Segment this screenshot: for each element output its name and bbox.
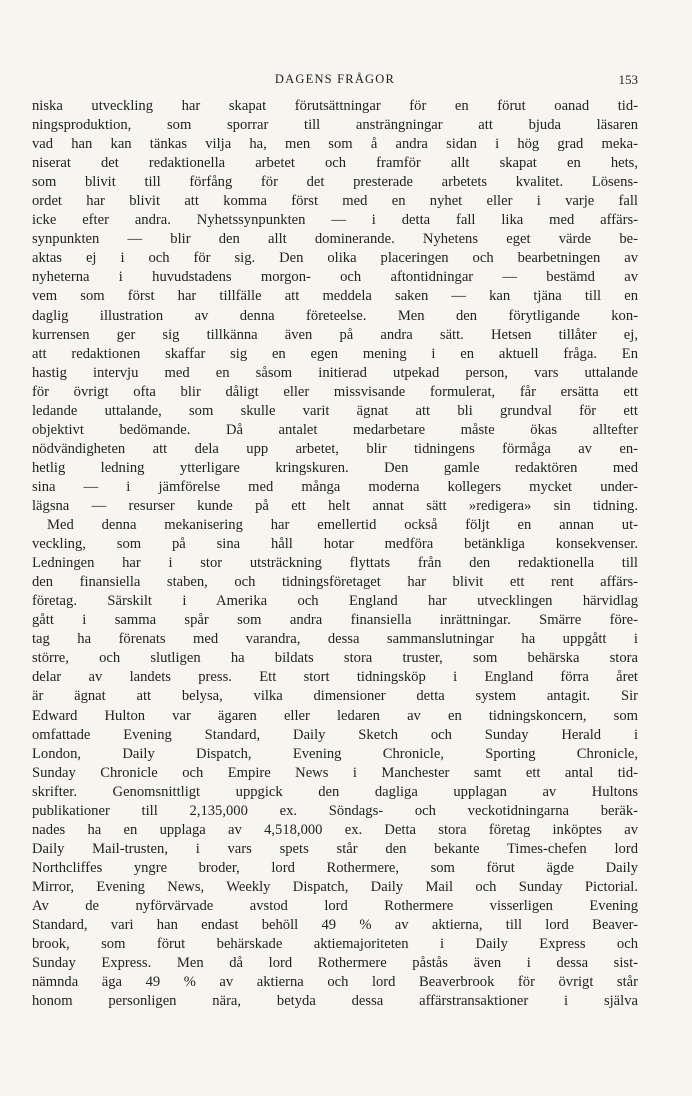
page-header	[32, 70, 638, 90]
body-text	[32, 97, 638, 1011]
text-line: Standard, vari han endast behöll 49 % av aktierna, till lord Beaver-	[32, 917, 638, 934]
text-line: ordet har blivit att komma först med en nyhet eller i varje fall	[32, 193, 638, 210]
text-line: den finansiella staben, och tidningsföretaget har blivit ett rent affärs-	[32, 574, 638, 591]
text-line: företag. Särskilt i Amerika och England har utvecklingen härvidlag	[32, 593, 638, 610]
text-line: större, och slutligen ha bildats stora truster, som behärska stora	[32, 650, 638, 667]
text-line: hastig intervju med en såsom initierad utpekad person, vars uttalande	[32, 364, 638, 381]
text-line: Edward Hulton var ägaren eller ledaren av en tidningskoncern, som	[32, 707, 638, 724]
text-line: skrifter. Genomsnittligt uppgick den dagliga upplagan av Hultons	[32, 783, 638, 800]
text-line: delar av landets press. Ett stort tidningsköp i England förra året	[32, 669, 638, 686]
text-line: icke efter andra. Nyhetssynpunkten — i detta fall lika med affärs-	[32, 212, 638, 229]
running-title: DAGENS FRÅGOR	[274, 72, 396, 86]
page-number: 153	[618, 72, 638, 87]
text-line: Mirror, Evening News, Weekly Dispatch, Daily Mail och Sunday Pictorial.	[32, 878, 638, 895]
text-line: Med denna mekanisering har emellertid också följt en annan ut-	[47, 517, 638, 534]
text-line: ledande uttalande, som skulle varit ägnat att bli grundval för ett	[32, 402, 638, 419]
text-line: vad han kan tänkas vilja ha, men som å andra sidan i hög grad meka-	[32, 136, 638, 153]
text-line: honom personligen nära, betyda dessa affärstransaktioner i själva	[32, 993, 638, 1010]
text-line: omfattade Evening Standard, Daily Sketch och Sunday Herald i	[32, 726, 638, 743]
text-line: objektivt bedömande. Då antalet medarbetare måste ökas alltefter	[32, 421, 638, 438]
text-line: Sunday Express. Men då lord Rothermere påstås även i dessa sist-	[32, 955, 638, 972]
text-line: brook, som förut behärskade aktiemajoriteten i Daily Express och	[32, 936, 638, 953]
text-line: nödvändigheten att dela upp arbetet, blir tidningens förmåga av en-	[32, 440, 638, 457]
text-line: gått i samma spår som andra finansiella inrättningar. Smärre före-	[32, 612, 638, 629]
text-line: nyheterna i huvudstadens morgon- och aftontidningar — bestämd av	[32, 269, 638, 286]
text-line: veckling, som på sina håll hotar medföra betänkliga konsekvenser.	[32, 536, 638, 553]
text-line: synpunkten — blir den allt dominerande. Nyhetens eget värde be-	[32, 231, 638, 248]
text-line: Northcliffes yngre broder, lord Rothermere, som förut ägde Daily	[32, 859, 638, 876]
text-line: vem som först har tillfälle att meddela saken — kan tjäna till en	[32, 288, 638, 305]
text-line: Daily Mail-trusten, i vars spets står den bekante Times-chefen lord	[32, 840, 638, 857]
text-line: sina — i jämförelse med många moderna kollegers mycket under-	[32, 478, 638, 495]
text-line: lägsna — resurser kunde på ett helt annat sätt »redigera» sin tidning.	[32, 497, 638, 514]
text-line: Ledningen har i stor utsträckning flyttats från den redaktionella till	[32, 555, 638, 572]
text-line: publikationer till 2,135,000 ex. Söndags- och veckotidningarna beräk-	[32, 802, 638, 819]
text-line: för övrigt ofta blir dåligt eller missvisande formulerat, får ersätta ett	[32, 383, 638, 400]
text-line: hetlig ledning ytterligare kringskuren. Den gamle redaktören med	[32, 459, 638, 476]
text-line: niserat det redaktionella arbetet och framför allt skapat en hets,	[32, 155, 638, 172]
text-line: som blivit till förfång för det presterade arbetets kvalitet. Lösens-	[32, 174, 638, 191]
text-line: Sunday Chronicle och Empire News i Manchester samt ett antal tid-	[32, 764, 638, 781]
text-line: ningsproduktion, som sporrar till ansträngningar att bjuda läsaren	[32, 117, 638, 134]
text-line: Av de nyförvärvade avstod lord Rothermere visserligen Evening	[32, 897, 638, 914]
text-line: kurrensen ger sig tillkänna även på andra sätt. Hetsen tillåter ej,	[32, 326, 638, 343]
text-line: tag ha förenats med varandra, dessa sammanslutningar ha uppgått i	[32, 631, 638, 648]
text-line: London, Daily Dispatch, Evening Chronicle, Sporting Chronicle,	[32, 745, 638, 762]
text-line: är ägnat att belysa, vilka dimensioner detta system antagit. Sir	[32, 688, 638, 705]
text-line: att redaktionen skaffar sig en egen mening i en aktuell fråga. En	[32, 345, 638, 362]
text-line: daglig illustration av denna företeelse. Men den förytligande kon-	[32, 307, 638, 324]
text-line: nades ha en upplaga av 4,518,000 ex. Detta stora företag inköptes av	[32, 821, 638, 838]
text-line: niska utveckling har skapat förutsättningar för en förut oanad tid-	[32, 98, 638, 114]
text-line: nämnda äga 49 % av aktierna och lord Beaverbrook för övrigt står	[32, 974, 638, 991]
text-line: aktas ej i och för sig. Den olika placeringen och bearbetningen av	[32, 250, 638, 267]
